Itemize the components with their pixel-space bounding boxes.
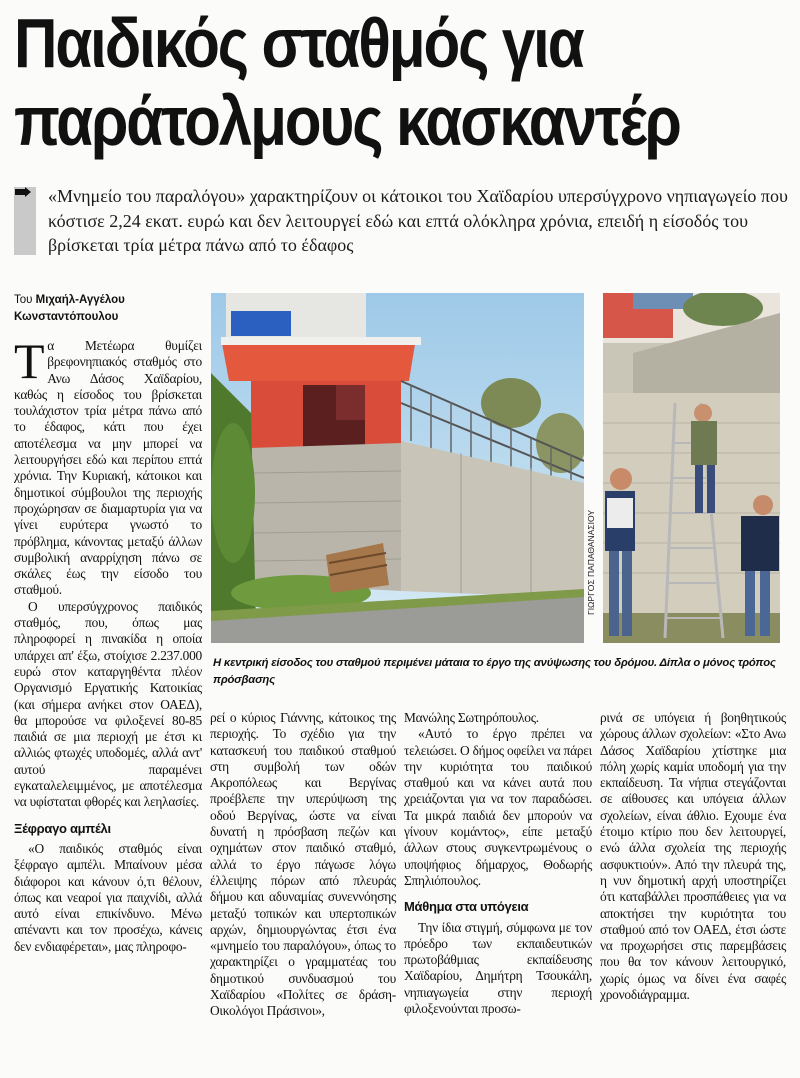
arrow-icon bbox=[15, 189, 25, 195]
paragraph-3: «Ο παιδικός σταθμός είναι ξέφραγο αμπέλι. Μπαίνουν μέσα διάφοροι και κάνουν ό,τι θέλουν, όπως και νεαροί για παιχνίδι, αλλά αυτό είναι επικίνδυνο. Μένω απέναντι και τον προσέχω, κάνεις δεν ενδιαφέρεται», μας πληροφο- bbox=[14, 840, 202, 954]
byline-author: Μιχαήλ-Αγγέλου Κωνσταντόπουλου bbox=[14, 294, 125, 323]
body-column-4 bbox=[600, 710, 786, 1003]
photo-caption: Η κεντρική είσοδος του σταθμού περιμένει μάταια το έργο της ανύψωσης του δρόμου. Δίπλα ο μόνος τρόπος πρόσβασης bbox=[213, 657, 776, 686]
paragraph-intro-text: α Μετέωρα θυμίζει βρεφονηπιακός σταθμός στο Ανω Δάσος Χαϊδαρίου, καθώς η είσοδος του βρίσκεται τουλάχιστον τρία μέτρα πάνω από το έδαφος, κάτι που έχει αποτέλεσμα να μην μπορεί να λειτουργήσει εδώ και περίπου επτά χρόνια. Την Κυριακή, κάτοικοι και δημοτικοί σύμβουλοι της περιοχής προχώρησαν σε διαμαρτυρία για να γίνει ευρύτερα γνωστό το πρόβλημα, κάνοντας μεταξύ άλλων συμβολική αναρρίχηση πάνω σε σκάλες έως την είσοδο του σταθμού. bbox=[14, 338, 202, 598]
headline-line-2: παράτολμους κασκαντέρ bbox=[14, 82, 680, 160]
byline bbox=[14, 292, 204, 326]
photo-credit: ΓΙΩΡΓΟΣ ΠΑΠΑΘΑΝΑΣΙΟΥ bbox=[586, 510, 596, 615]
paragraph-3-cont: ρεί ο κύριος Γιάννης, κάτοικος της περιοχής. Το σχέδιο για την κατασκευή του παιδικού σταθμού στη συμβολή των οδών Ακροπόλεως και Βεργίνας προέβλεπε την υπερύψωση της οδού Βεργίνας, ώστε να είναι δυνατή η πρόσβαση πεζών και οχημάτων στον παιδικό σταθμό, αλλά το έργο πάγωσε λόγω έλλειψης πόρων από πλευράς δήμου και αδυναμίας συνεννόησης μεταξύ τοπικών και υπερτοπικών αρχών, δημιουργώντας έτσι ένα «μνημείο του παραλόγου», όπως το χαρακτηρίζει ο γραμματέας του δημοτικού συνδυασμού του Χαϊδαρίου «Πολίτες σε δράση-Οικολόγοι Πράσινοι», bbox=[210, 710, 396, 1019]
photo-building-entrance bbox=[211, 293, 584, 643]
paragraph-5: Την ίδια στιγμή, σύμφωνα με τον πρόεδρο των εκπαιδευτικών πρωτοβάθμιας εκπαίδευσης Χαϊδαρίου, Δημήτρη Τσουκάλη, νηπιαγωγεία στην περιοχή φιλοξενούνται προσω- bbox=[404, 919, 592, 1017]
headline bbox=[14, 4, 685, 160]
paragraph-5-cont: ρινά σε υπόγεια ή βοηθητικούς χώρους άλλων σχολείων: «Στο Ανω Δάσος Χαϊδαρίου χτίστηκε μια πόλη χωρίς καμία υποδομή για την εκπαίδευση. Τα νήπια στεγάζονται σε αίθουσες και υπόγεια άλλων σχολείων, είναι άθλιο. Εχουμε ένα έτοιμο κτίριο που δεν λειτουργεί, ενώ άλλα σχολεία της περιοχής ασφυκτιούν». Από την πλευρά της, η νυν δημοτική αρχή υποστηρίζει ότι καταβάλλει προσπάθειες για να αποκτήσει την κυριότητα του σταθμού από τον ΟΑΕΔ, έτσι ώστε να προχωρήσει στις παρεμβάσεις που θα τον κάνουν λειτουργικό, χωρίς όμως να δίνει ένα σαφές χρονοδιάγραμμα. bbox=[600, 710, 786, 1003]
subheading-1: Ξέφραγο αμπέλι bbox=[14, 820, 111, 836]
photo-ladder-access bbox=[603, 293, 780, 643]
headline-line-1: Παιδικός σταθμός για bbox=[14, 4, 583, 82]
body-column-1 bbox=[14, 333, 202, 955]
body-column-2 bbox=[210, 710, 396, 1020]
drop-cap: Τ bbox=[14, 333, 45, 389]
body-column-3 bbox=[404, 710, 592, 1017]
paragraph-2: Ο υπερσύγχρονος παιδικός σταθμός, που, όπως μας πληροφορεί η πινακίδα η οποία υπάρχει απ' έξω, στοίχισε 2.237.000 ευρώ στον καταργηθέντα πλέον Οργανισμό Εργατικής Κατοικίας (και σήμερα ανήκει στον ΟΑΕΔ), θα μπορούσε να φιλοξενεί 80-85 παιδιά σε μια περιοχή με έτσι κι αλλιώς φτωχές υποδομές, αλλά αντ' αυτού παραμένει εγκαταλελειμμένος, με αποτέλεσμα να υφίσταται φθορές και λεηλασίες. bbox=[14, 598, 202, 810]
lead-marker-bar bbox=[14, 187, 36, 255]
subheading-2: Μάθημα στα υπόγεια bbox=[404, 899, 529, 915]
paragraph-4: «Αυτό το έργο πρέπει να τελειώσει. Ο δήμος οφείλει να πάρει την κυριότητα του παιδικού σταθμού και να κάνει αυτά που χρειάζονται για να τον παραδώσει. Τα μικρά παιδιά δεν μπορούν να γίνουν κομάντος», είπε μεταξύ άλλων στους συγκεντρωμένους ο υποψήφιος δήμαρχος, Θοδωρής Σπηλιόπουλος. bbox=[404, 726, 592, 888]
byline-prefix: Του bbox=[14, 294, 36, 306]
paragraph-3-end: Μανώλης Σωτηρόπουλος. bbox=[404, 710, 539, 725]
paragraph-intro bbox=[14, 333, 202, 599]
lead-paragraph: «Μνημείο του παραλόγου» χαρακτηρίζουν οι κάτοικοι του Χαϊδαρίου υπερσύγχρονο νηπιαγωγείο που κόστισε 2,24 εκατ. ευρώ και δεν λειτουργεί εδώ και επτά ολόκληρα χρόνια, επειδή η είσοδός του βρίσκεται τρία μέτρα πάνω από το έδαφος bbox=[48, 186, 788, 255]
